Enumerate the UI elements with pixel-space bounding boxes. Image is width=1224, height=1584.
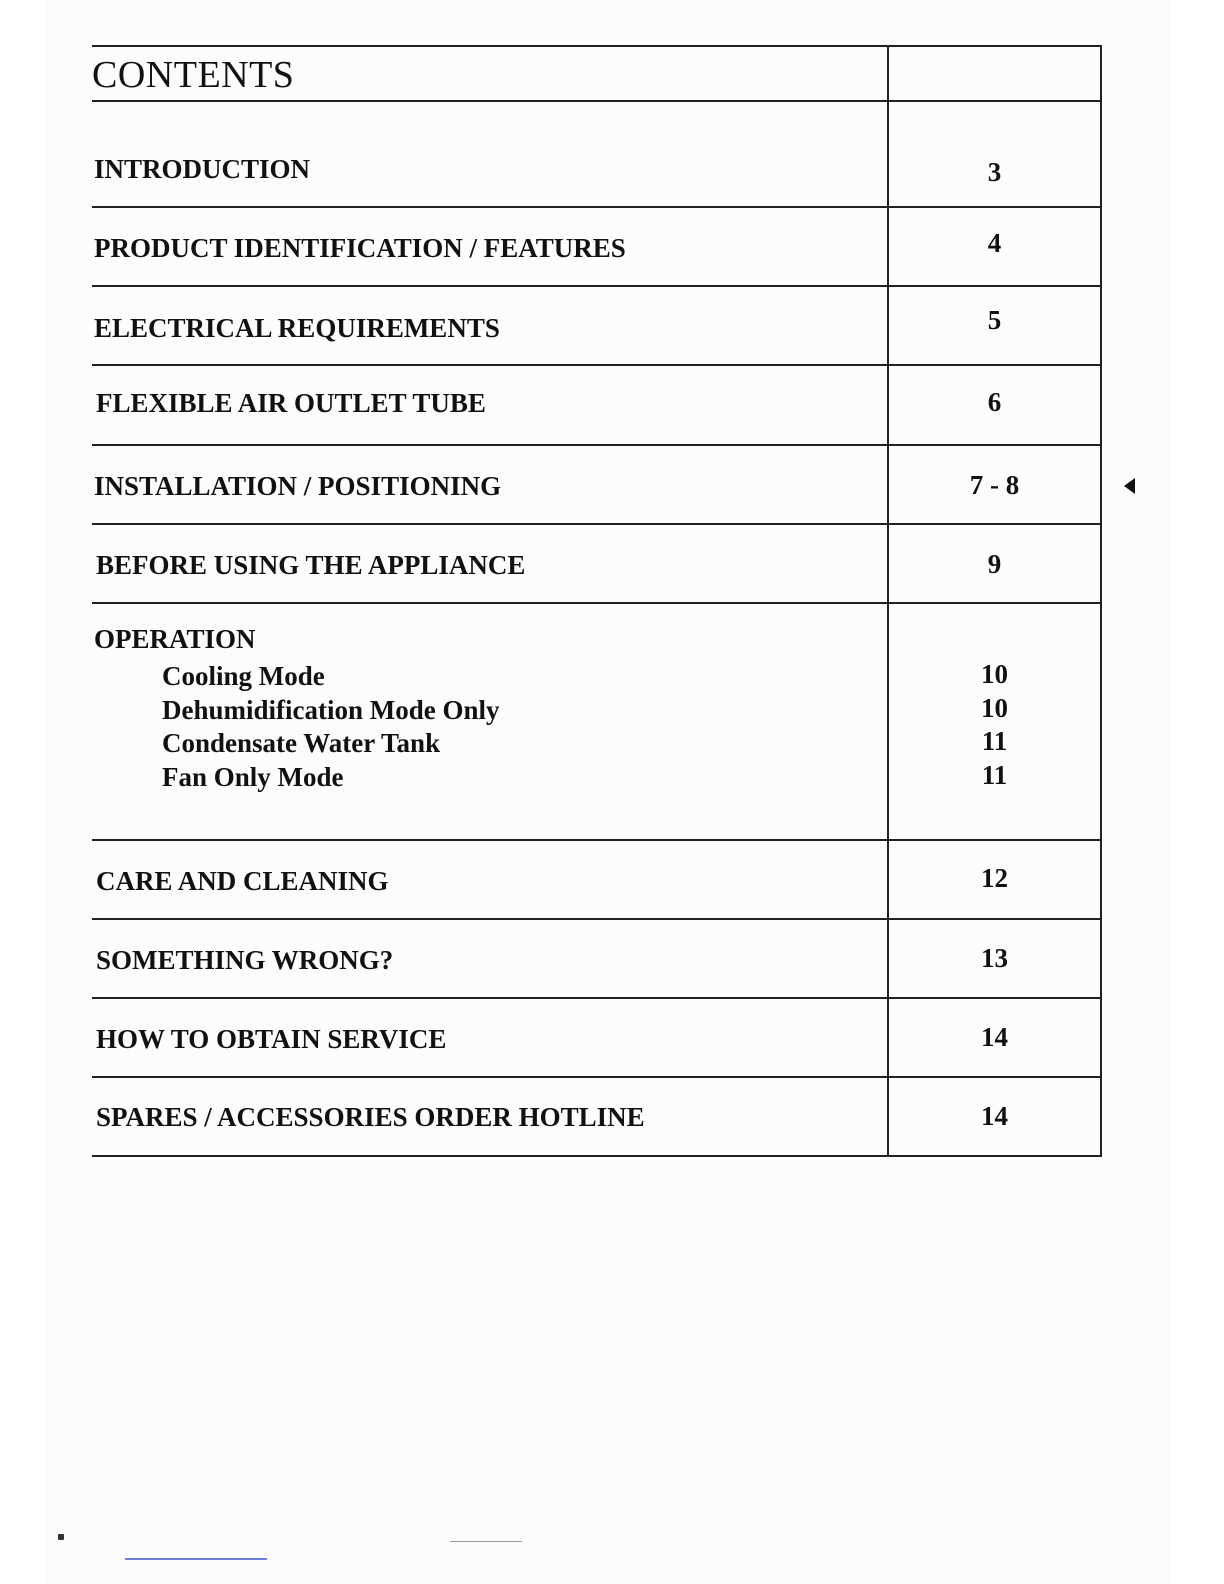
toc-entry-page: 14 <box>981 1101 1008 1131</box>
toc-entry-page: 3 <box>987 157 1002 187</box>
toc-subentry-page: 11 <box>981 759 1008 790</box>
toc-entry-page: 14 <box>981 1022 1008 1052</box>
toc-row-spares-accessories[interactable] <box>92 1078 1102 1157</box>
toc-subentry-title[interactable]: Fan Only Mode <box>162 761 344 792</box>
toc-entry-page: 12 <box>981 863 1008 893</box>
toc-entry-title[interactable]: FLEXIBLE AIR OUTLET TUBE <box>96 388 486 418</box>
toc-entry-title[interactable]: CARE AND CLEANING <box>96 866 389 896</box>
toc-entry-title[interactable]: OPERATION <box>94 624 256 654</box>
toc-entry-page: 9 <box>987 549 1002 579</box>
toc-row-how-to-obtain-service[interactable] <box>92 999 1102 1078</box>
toc-row-operation[interactable] <box>92 604 1102 841</box>
toc-subentry-title[interactable]: Cooling Mode <box>162 661 325 691</box>
toc-row-introduction[interactable] <box>92 102 1102 208</box>
toc-row-before-using[interactable] <box>92 525 1102 604</box>
toc-row-care-and-cleaning[interactable] <box>92 841 1102 920</box>
toc-subentry-page: 10 <box>981 692 1008 723</box>
table-of-contents <box>92 45 1102 1157</box>
contents-header-row <box>92 47 1102 102</box>
toc-entry-title[interactable]: SOMETHING WRONG? <box>96 945 394 975</box>
toc-row-product-identification[interactable] <box>92 208 1102 287</box>
toc-row-something-wrong[interactable] <box>92 920 1102 999</box>
toc-row-flexible-air-outlet-tube[interactable] <box>92 366 1102 446</box>
scan-speck <box>58 1534 64 1540</box>
scan-artifact-line <box>125 1558 267 1560</box>
toc-entry-page: 6 <box>987 387 1002 417</box>
toc-entry-title[interactable]: HOW TO OBTAIN SERVICE <box>96 1024 447 1054</box>
toc-subentry-page: 11 <box>981 726 1008 756</box>
toc-entry-title[interactable]: SPARES / ACCESSORIES ORDER HOTLINE <box>96 1102 645 1132</box>
triangle-marker-icon <box>1124 478 1135 494</box>
toc-entry-page: 4 <box>987 228 1002 258</box>
toc-entry-title[interactable]: INSTALLATION / POSITIONING <box>94 471 502 501</box>
toc-row-installation-positioning[interactable] <box>92 446 1102 525</box>
toc-entry-title[interactable]: INTRODUCTION <box>94 154 311 184</box>
toc-subentry-page: 10 <box>981 659 1008 689</box>
toc-row-electrical-requirements[interactable] <box>92 287 1102 366</box>
scan-artifact-line <box>450 1541 522 1542</box>
toc-entry-page: 13 <box>981 943 1008 973</box>
page-title: CONTENTS <box>92 54 295 96</box>
toc-entry-title[interactable]: BEFORE USING THE APPLIANCE <box>96 550 526 580</box>
toc-entry-page: 7 - 8 <box>969 470 1020 500</box>
toc-subentry-title[interactable]: Condensate Water Tank <box>162 728 441 758</box>
toc-subentry-title[interactable]: Dehumidification Mode Only <box>162 694 500 725</box>
toc-entry-page: 5 <box>987 305 1002 335</box>
operation-sublist <box>162 660 500 794</box>
operation-pages <box>889 658 1100 792</box>
toc-entry-title[interactable]: PRODUCT IDENTIFICATION / FEATURES <box>94 233 626 263</box>
toc-entry-title[interactable]: ELECTRICAL REQUIREMENTS <box>94 313 500 343</box>
